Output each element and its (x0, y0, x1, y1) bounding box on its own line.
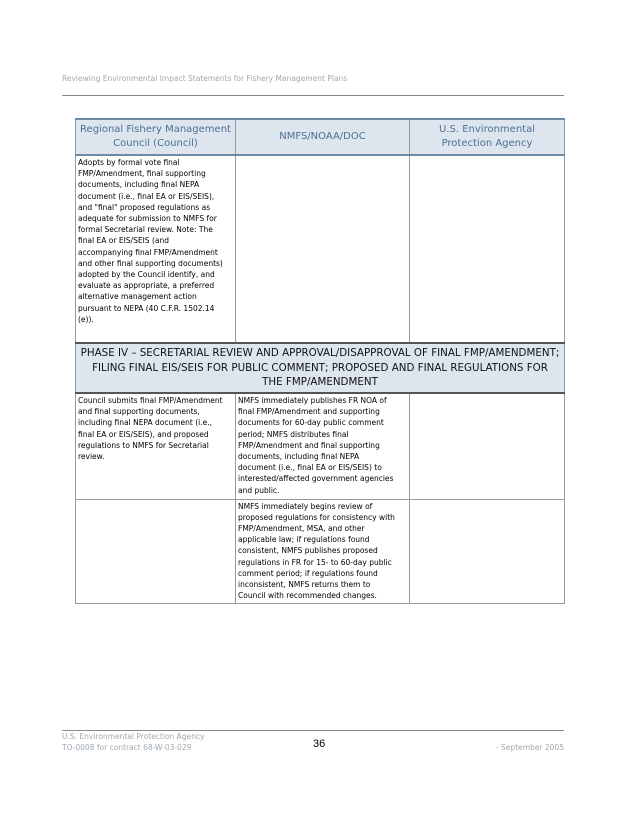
epa-cell (410, 499, 565, 603)
running-header: Reviewing Environmental Impact Statements for Fishery Management Plans (62, 74, 348, 83)
column-header-nmfs: NMFS/NOAA/DOC (236, 119, 410, 155)
phase-row (76, 343, 565, 393)
table-row (76, 393, 565, 499)
footer-contract: TO-0008 for contract 68-W-03-029 (62, 743, 192, 752)
footer-rule (62, 730, 564, 731)
footer-date: - September 2005 (495, 743, 564, 752)
footer-agency: U.S. Environmental Protection Agency (62, 732, 205, 741)
header-rule (62, 95, 564, 96)
table-row (76, 499, 565, 603)
nmfs-cell: NMFS immediately publishes FR NOA of final FMP/Amendment and supporting documents for 60-day public comment period; NMFS distributes final FMP/Amendment and final supporting documents, including final NEPA document (i.e., final EA or EIS/SEIS) to interested/affected government agencies and public. (236, 393, 410, 499)
epa-cell (410, 155, 565, 343)
nmfs-cell (236, 155, 410, 343)
council-cell (76, 499, 236, 603)
table-row (76, 155, 565, 343)
column-header-epa: U.S. Environmental Protection Agency (410, 119, 565, 155)
column-header-council: Regional Fishery Management Council (Council) (76, 119, 236, 155)
nmfs-cell: NMFS immediately begins review of proposed regulations for consistency with FMP/Amendment, MSA, and other applicable law; if regulations found consistent, NMFS publishes proposed regulations in FR for 15- to 60-day public comment period; if regulations found inconsistent, NMFS returns them to Council with recommended changes. (236, 499, 410, 603)
page-number: 36 (313, 738, 326, 750)
responsibilities-table (75, 118, 565, 604)
council-cell: Council submits final FMP/Amendment and final supporting documents, including final NEPA document (i.e., final EA or EIS/SEIS), and proposed regulations to NMFS for Secretarial review. (76, 393, 236, 499)
table-header-row (76, 119, 565, 155)
phase-heading: PHASE IV – SECRETARIAL REVIEW AND APPROVAL/DISAPPROVAL OF FINAL FMP/AMENDMENT; FILING FINAL EIS/SEIS FOR PUBLIC COMMENT; PROPOSED AND FINAL REGULATIONS FOR THE FMP/AMENDMENT (76, 343, 565, 393)
epa-cell (410, 393, 565, 499)
council-cell: Adopts by formal vote final FMP/Amendment, final supporting documents, including final NEPA document (i.e., final EA or EIS/SEIS), and "final" proposed regulations as adequate for submission to NMFS for formal Secretarial review. Note: The final EA or EIS/SEIS (and accompanying final FMP/Amendment and other final supporting documents) adopted by the Council identify, and evaluate as appropriate, a preferred alternative management action pursuant to NEPA (40 C.F.R. 1502.14 (e)). (76, 155, 236, 343)
